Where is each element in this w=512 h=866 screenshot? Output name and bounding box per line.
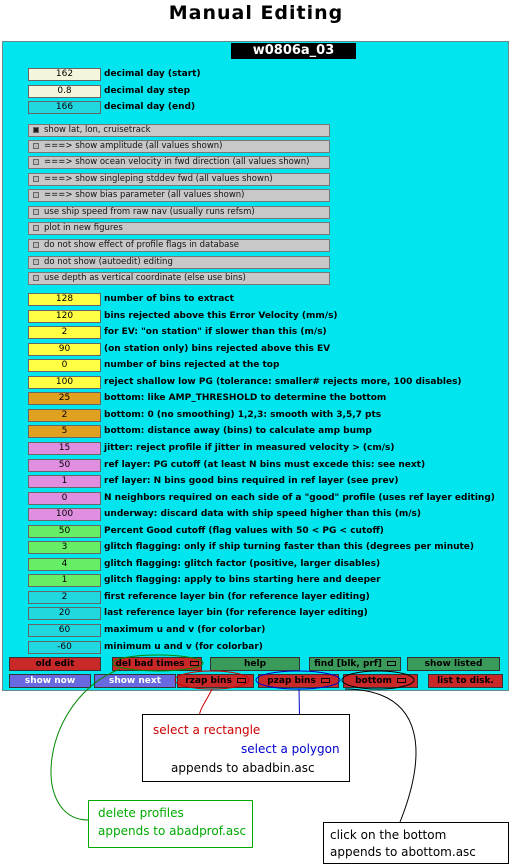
rzap-annotation	[142, 714, 350, 782]
param-label: minimum u and v (for colorbar)	[104, 641, 263, 652]
button-label: bottom	[355, 676, 392, 686]
appends-abottom-text: appends to abottom.asc	[330, 845, 476, 859]
param-label: for EV: "on station" if slower than this (m/s)	[104, 327, 327, 338]
button-label: pzap bins	[267, 676, 316, 686]
toggle-label: ===> show ocean velocity in fwd direction (all values shown)	[44, 157, 310, 167]
param-label: N neighbors required on each side of a "good" profile (uses ref layer editing)	[104, 492, 495, 503]
param-label: maximum u and v (for colorbar)	[104, 625, 266, 635]
toggle-label: use ship speed from raw nav (usually runs refsm)	[44, 207, 255, 217]
param-label: glitch flagging: apply to bins starting here and deeper	[104, 575, 381, 586]
param-label: reject shallow low PG (tolerance: smaller# rejects more, 100 disables)	[104, 376, 462, 387]
day-field-input[interactable]: 0.8	[28, 85, 101, 98]
highlight-rzap-bins	[175, 671, 249, 689]
param-input[interactable]: 20	[28, 607, 101, 620]
param-label: number of bins to extract	[104, 294, 234, 304]
dataset-name: w0806a_03	[231, 43, 356, 59]
param-input[interactable]: 3	[28, 541, 101, 554]
param-label: (on station only) bins rejected above this EV	[104, 343, 331, 354]
param-label: glitch flagging: glitch factor (positive, larger disables)	[104, 558, 381, 569]
param-input[interactable]: 5	[28, 425, 101, 438]
toggle-label: use depth as vertical coordinate (else use bins)	[44, 273, 246, 283]
param-input[interactable]: 90	[28, 343, 101, 356]
param-label: bins rejected above this Error Velocity (mm/s)	[104, 310, 338, 321]
button-label: rzap bins	[185, 676, 232, 686]
highlight-bottom	[342, 671, 414, 689]
line-bottom	[345, 689, 416, 822]
param-label: ref layer: PG cutoff (at least N bins must excede this: see next)	[104, 459, 426, 470]
button-label: list to disk.	[437, 676, 494, 686]
toggle-label: do not show effect of profile flags in database	[44, 240, 240, 250]
toggle-label: do not show (autoedit) editing	[44, 257, 173, 267]
toggle-label: plot in new figures	[44, 223, 123, 233]
param-label: last reference layer bin (for reference layer editing)	[104, 608, 368, 619]
click-bottom-text: click on the bottom	[330, 828, 447, 842]
param-label: ref layer: N bins good bins required in ref layer (see prev)	[104, 476, 399, 487]
param-input[interactable]: 15	[28, 442, 101, 455]
toggle-label: show lat, lon, cruisetrack	[44, 125, 151, 135]
button-label: find [blk, prf]	[314, 659, 382, 669]
param-input[interactable]: 0	[28, 492, 101, 505]
button-label: old edit	[35, 659, 75, 669]
toggle-label: ===> show bias parameter (all values shown)	[44, 190, 245, 200]
param-input[interactable]: -60	[28, 641, 101, 654]
select-rectangle-text: select a rectangle	[153, 723, 261, 737]
button-label: del bad times	[115, 659, 185, 669]
button-label: show listed	[424, 659, 483, 669]
delete-profiles-text: delete profiles	[98, 806, 184, 820]
toggle-label: ===> show singleping stddev fwd (all values shown)	[44, 174, 273, 184]
day-field-input[interactable]: 166	[28, 101, 101, 114]
del-profiles-annotation	[88, 800, 253, 848]
param-input[interactable]: 2	[28, 409, 101, 422]
appends-abadbin-text: appends to abadbin.asc	[171, 761, 315, 775]
param-label: jitter: reject profile if jitter in measured velocity > (cm/s)	[104, 442, 395, 453]
param-input[interactable]: 60	[28, 624, 101, 637]
param-label: bottom: distance away (bins) to calculate amp bump	[104, 426, 372, 437]
button-label: show next	[108, 676, 161, 686]
param-input[interactable]: 100	[28, 508, 101, 521]
param-input[interactable]: 120	[28, 310, 101, 323]
param-input[interactable]: 128	[28, 293, 101, 306]
button-label: help	[243, 659, 267, 669]
param-label: bottom: 0 (no smoothing) 1,2,3: smooth with 3,5,7 pts	[104, 409, 382, 420]
highlight-del-bad-times	[113, 655, 203, 671]
day-field-label: decimal day (end)	[104, 102, 196, 112]
bottom-annotation	[323, 822, 509, 864]
param-input[interactable]: 1	[28, 475, 101, 488]
param-label: bottom: like AMP_THRESHOLD to determine the bottom	[104, 393, 387, 404]
param-input[interactable]: 2	[28, 591, 101, 604]
highlight-pzap-bins	[256, 671, 340, 689]
day-field-label: decimal day (start)	[104, 69, 201, 79]
param-label: number of bins rejected at the top	[104, 360, 280, 371]
line-del	[51, 669, 120, 820]
param-input[interactable]: 4	[28, 558, 101, 571]
day-field-input[interactable]: 162	[28, 68, 101, 81]
param-input[interactable]: 2	[28, 326, 101, 339]
param-input[interactable]: 100	[28, 376, 101, 389]
appends-abadprof-text: appends to abadprof.asc	[98, 824, 247, 838]
param-input[interactable]: 1	[28, 574, 101, 587]
param-input[interactable]: 50	[28, 459, 101, 472]
param-input[interactable]: 25	[28, 392, 101, 405]
page-title: Manual Editing	[168, 2, 344, 24]
day-field-label: decimal day step	[104, 86, 191, 96]
param-label: underway: discard data with ship speed higher than this (m/s)	[104, 509, 421, 520]
toggle-label: ===> show amplitude (all values shown)	[44, 141, 223, 151]
param-label: Percent Good cutoff (flag values with 50 < PG < cutoff)	[104, 525, 384, 536]
param-label: glitch flagging: only if ship turning faster than this (degrees per minute)	[104, 542, 475, 553]
select-polygon-text: select a polygon	[241, 742, 340, 756]
param-label: first reference layer bin (for reference layer editing)	[104, 591, 370, 602]
param-input[interactable]: 0	[28, 359, 101, 372]
param-input[interactable]: 50	[28, 525, 101, 538]
button-label: show now	[24, 676, 76, 686]
